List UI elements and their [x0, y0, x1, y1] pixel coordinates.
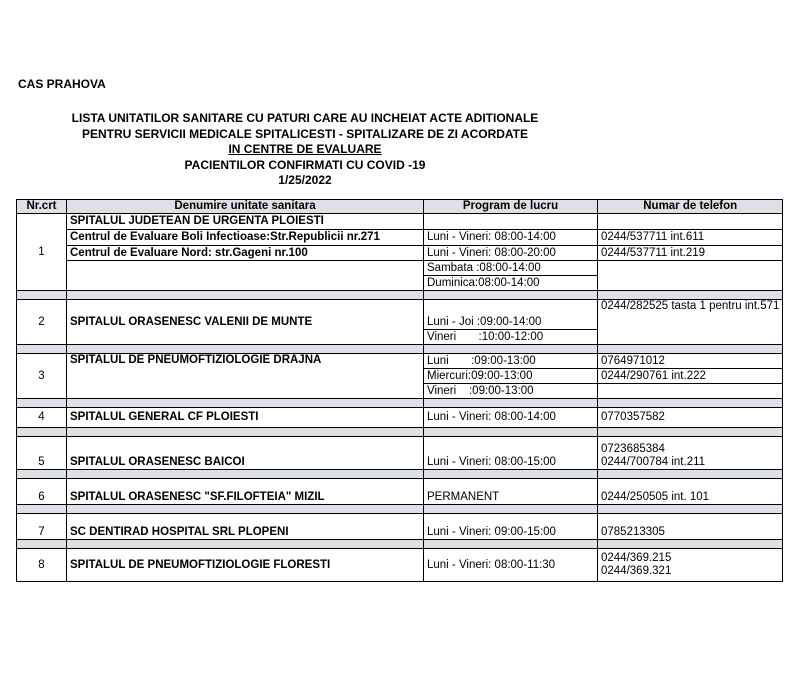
phone-cell	[598, 437, 783, 470]
hospital-name: SPITALUL ORASENESC BAICOI	[67, 437, 424, 470]
hospital-name: SPITALUL JUDETEAN DE URGENTA PLOIESTI	[67, 214, 424, 230]
title-line-3: IN CENTRE DE EVALUARE	[228, 142, 382, 157]
phone-cell	[598, 549, 783, 582]
table-row	[17, 408, 783, 428]
hospital-name: SPITALUL ORASENESC VALENII DE MUNTE	[67, 300, 424, 345]
separator-row	[17, 291, 783, 300]
program-cell	[424, 214, 598, 230]
title-line-2: PENTRU SERVICII MEDICALE SPITALICESTI - SPITALIZARE DE ZI ACORDATE	[81, 126, 529, 141]
separator-row	[17, 345, 783, 354]
column-header: Denumire unitate sanitara	[67, 200, 424, 214]
program-cell: Duminica:08:00-14:00	[424, 276, 598, 291]
hospital-name: SC DENTIRAD HOSPITAL SRL PLOPENI	[67, 514, 424, 540]
row-number: 5	[17, 437, 67, 470]
evaluation-center: Centrul de Evaluare Boli Infectioase:Str.Republicii nr.271	[67, 230, 424, 246]
program-cell: Luni - Vineri: 08:00-14:00	[424, 230, 598, 246]
program-cell: Luni - Vineri: 09:00-15:00	[424, 514, 598, 540]
column-header: Program de lucru	[424, 200, 598, 214]
program-cell: Vineri :10:00-12:00	[424, 330, 598, 345]
phone-cell: 0244/250505 int. 101	[598, 479, 783, 505]
table-row	[17, 479, 783, 505]
table-row	[17, 437, 783, 470]
table-row	[17, 300, 783, 330]
program-cell: Luni - Vineri: 08:00-15:00	[424, 437, 598, 470]
evaluation-center: Centrul de Evaluare Nord: str.Gageni nr.100	[67, 246, 424, 261]
separator-row	[17, 428, 783, 437]
hospital-name: SPITALUL DE PNEUMOFTIZIOLOGIE DRAJNA	[67, 354, 424, 399]
hospital-name: SPITALUL ORASENESC "SF.FILOFTEIA" MIZIL	[67, 479, 424, 505]
row-number: 1	[17, 214, 67, 291]
program-cell: Vineri :09:00-13:00	[424, 384, 598, 399]
phone-cell: 0785213305	[598, 514, 783, 540]
phone-cell: 0244/290761 int.222	[598, 369, 783, 384]
row-number: 4	[17, 408, 67, 428]
phone-cell: 0764971012	[598, 354, 783, 369]
phone-number: 0244/369.215	[601, 552, 672, 564]
phone-number: 0244/700784 int.211	[601, 456, 706, 468]
separator-row	[17, 470, 783, 479]
phone-number: 0244/369.321	[601, 565, 672, 577]
hospital-name: SPITALUL DE PNEUMOFTIZIOLOGIE FLORESTI	[67, 549, 424, 582]
program-cell: Luni - Vineri: 08:00-20:00	[424, 246, 598, 261]
title-line-4: PACIENTILOR CONFIRMATI CU COVID -19	[184, 157, 426, 172]
table-row	[17, 230, 783, 246]
phone-cell	[598, 214, 783, 230]
program-cell: Luni - Vineri: 08:00-14:00	[424, 408, 598, 428]
hospital-name: SPITALUL GENERAL CF PLOIESTI	[67, 408, 424, 428]
separator-row	[17, 399, 783, 408]
program-cell: PERMANENT	[424, 479, 598, 505]
program-cell: Luni - Joi :09:00-14:00	[424, 300, 598, 330]
program-cell: Luni :09:00-13:00	[424, 354, 598, 369]
separator-row	[17, 540, 783, 549]
title-line-1: LISTA UNITATILOR SANITARE CU PATURI CARE AU INCHEIAT ACTE ADITIONALE	[71, 111, 539, 125]
table-header-row	[17, 200, 783, 214]
row-number: 8	[17, 549, 67, 582]
table-row	[17, 549, 783, 582]
separator-row	[17, 505, 783, 514]
column-header: Nr.crt	[17, 200, 67, 214]
row-number: 3	[17, 354, 67, 399]
phone-number: 0723685384	[601, 443, 665, 455]
row-number: 6	[17, 479, 67, 505]
row-number: 2	[17, 300, 67, 345]
hospitals-table	[16, 199, 783, 582]
phone-cell: 0244/282525 tasta 1 pentru int.571	[598, 300, 783, 345]
program-cell: Sambata :08:00-14:00	[424, 261, 598, 276]
table-row	[17, 354, 783, 369]
empty-cell	[67, 261, 424, 291]
table-row	[17, 514, 783, 540]
document-date: 1/25/2022	[278, 173, 332, 188]
row-number: 7	[17, 514, 67, 540]
program-cell: Luni - Vineri: 08:00-11:30	[424, 549, 598, 582]
column-header: Numar de telefon	[598, 200, 783, 214]
table-row	[17, 261, 783, 276]
program-cell: Miercuri:09:00-13:00	[424, 369, 598, 384]
phone-cell: 0244/537711 int.611	[598, 230, 783, 246]
table-row	[17, 246, 783, 261]
organization-name: CAS PRAHOVA	[18, 77, 106, 91]
document-heading	[0, 111, 610, 189]
empty-cell	[598, 384, 783, 399]
phone-cell: 0244/537711 int.219	[598, 246, 783, 261]
table-row	[17, 214, 783, 230]
empty-cell	[598, 261, 783, 291]
phone-cell: 0770357582	[598, 408, 783, 428]
